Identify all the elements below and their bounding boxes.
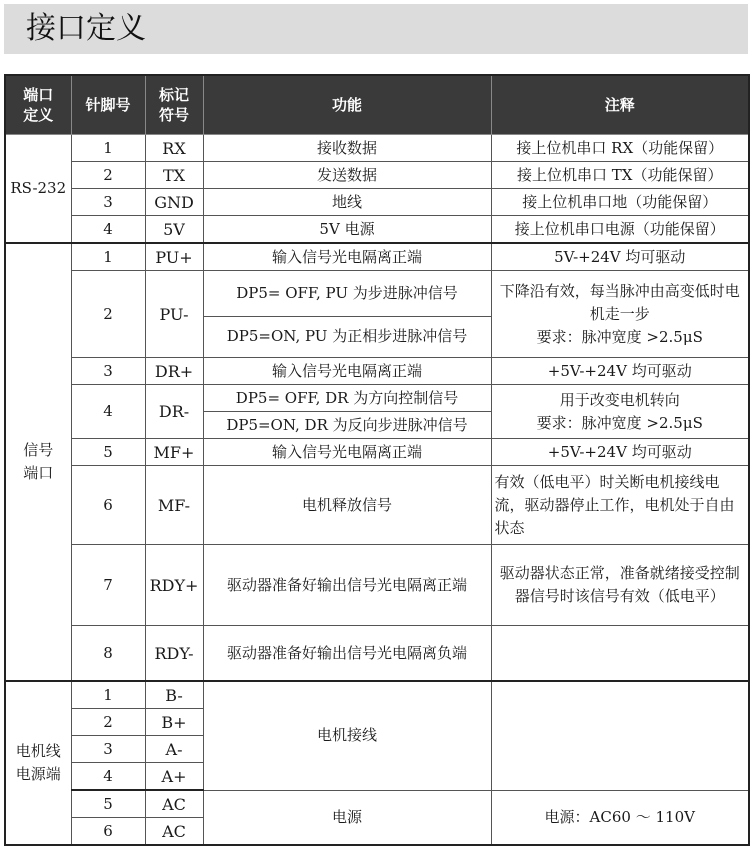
table-row: [5, 189, 749, 216]
page-title: 接口定义: [4, 4, 748, 54]
note-cell: +5V-+24V 均可驱动: [491, 439, 749, 466]
table-row: [5, 358, 749, 385]
table-row: [5, 626, 749, 682]
func-cell: 地线: [203, 189, 491, 216]
note-line: 下降沿有效，每当脉冲由高变低时电机走一步: [499, 281, 740, 323]
func-cell: 输入信号光电隔离正端: [203, 243, 491, 271]
pin-cell: 2: [71, 271, 145, 358]
note-cell: [491, 385, 749, 439]
pin-cell: 6: [71, 466, 145, 545]
mark-cell: 5V: [145, 216, 203, 244]
table-row: [5, 790, 749, 818]
pin-cell: 7: [71, 545, 145, 626]
func-cell: 5V 电源: [203, 216, 491, 244]
table-row: [5, 681, 749, 709]
note-line: 要求：脉冲宽度 >2.5μS: [536, 327, 703, 346]
mark-cell: A+: [145, 763, 203, 791]
mark-cell: RDY+: [145, 545, 203, 626]
mark-cell: PU+: [145, 243, 203, 271]
func-cell: DP5= OFF, PU 为步进脉冲信号: [203, 271, 491, 317]
pin-cell: 4: [71, 216, 145, 244]
header-mark-l2: 符号: [158, 106, 189, 124]
pin-cell: 2: [71, 162, 145, 189]
mark-cell: PU-: [145, 271, 203, 358]
note-cell: 电源：AC60 ～ 110V: [491, 790, 749, 845]
pin-cell: 2: [71, 709, 145, 736]
note-cell: 接上位机串口 RX（功能保留）: [491, 135, 749, 162]
note-cell: [491, 681, 749, 790]
table-row: [5, 439, 749, 466]
header-port: [5, 75, 71, 135]
note-line: 用于改变电机转向: [559, 390, 680, 409]
group-signal-l2: 端口: [23, 464, 54, 482]
pin-cell: 6: [71, 818, 145, 846]
header-mark-l1: 标记: [158, 86, 189, 104]
pin-cell: 3: [71, 358, 145, 385]
group-signal: [5, 243, 71, 681]
group-motor: [5, 681, 71, 845]
mark-cell: AC: [145, 790, 203, 818]
table-row: [5, 243, 749, 271]
note-cell: 接上位机串口电源（功能保留）: [491, 216, 749, 244]
note-cell: 接上位机串口 TX（功能保留）: [491, 162, 749, 189]
func-cell: 驱动器准备好输出信号光电隔离正端: [203, 545, 491, 626]
note-cell: 5V-+24V 均可驱动: [491, 243, 749, 271]
group-motor-l1: 电机线: [15, 742, 61, 760]
func-cell: 电机释放信号: [203, 466, 491, 545]
func-cell: DP5=ON, PU 为正相步进脉冲信号: [203, 316, 491, 357]
pin-cell: 8: [71, 626, 145, 682]
pin-cell: 3: [71, 189, 145, 216]
group-rs232: RS-232: [5, 135, 71, 244]
note-cell: 驱动器状态正常，准备就绪接受控制器信号时该信号有效（低电平）: [491, 545, 749, 626]
mark-cell: MF+: [145, 439, 203, 466]
pin-cell: 1: [71, 243, 145, 271]
header-note: 注释: [491, 75, 749, 135]
mark-cell: B+: [145, 709, 203, 736]
pin-cell: 4: [71, 385, 145, 439]
mark-cell: DR+: [145, 358, 203, 385]
func-cell: 输入信号光电隔离正端: [203, 439, 491, 466]
pin-cell: 5: [71, 439, 145, 466]
mark-cell: A-: [145, 736, 203, 763]
mark-cell: B-: [145, 681, 203, 709]
pin-cell: 4: [71, 763, 145, 791]
mark-cell: TX: [145, 162, 203, 189]
note-cell: 接上位机串口地（功能保留）: [491, 189, 749, 216]
mark-cell: RDY-: [145, 626, 203, 682]
header-mark: [145, 75, 203, 135]
note-cell: [491, 271, 749, 358]
table-row: [5, 216, 749, 244]
table-row: [5, 271, 749, 317]
mark-cell: AC: [145, 818, 203, 846]
pin-cell: 1: [71, 681, 145, 709]
note-line: 要求：脉冲宽度 >2.5μS: [536, 413, 703, 432]
header-port-l1: 端口: [23, 86, 54, 104]
func-cell: 接收数据: [203, 135, 491, 162]
note-cell: [491, 626, 749, 682]
func-cell: 发送数据: [203, 162, 491, 189]
func-cell: 电机接线: [203, 681, 491, 790]
header-pin: 针脚号: [71, 75, 145, 135]
mark-cell: DR-: [145, 385, 203, 439]
pin-cell: 1: [71, 135, 145, 162]
header-func: 功能: [203, 75, 491, 135]
table-row: [5, 135, 749, 162]
func-cell: 驱动器准备好输出信号光电隔离负端: [203, 626, 491, 682]
pin-cell: 5: [71, 790, 145, 818]
mark-cell: MF-: [145, 466, 203, 545]
func-cell: 电源: [203, 790, 491, 845]
func-cell: DP5= OFF, DR 为方向控制信号: [203, 385, 491, 412]
interface-table: [4, 74, 750, 846]
group-motor-l2: 电源端: [15, 765, 61, 783]
table-row: [5, 385, 749, 412]
func-cell: 输入信号光电隔离正端: [203, 358, 491, 385]
pin-cell: 3: [71, 736, 145, 763]
header-row: [5, 75, 749, 135]
func-cell: DP5=ON, DR 为反向步进脉冲信号: [203, 412, 491, 439]
note-cell: 有效（低电平）时关断电机接线电流，驱动器停止工作，电机处于自由状态: [491, 466, 749, 545]
header-port-l2: 定义: [23, 106, 54, 124]
table-row: [5, 162, 749, 189]
mark-cell: RX: [145, 135, 203, 162]
group-signal-l1: 信号: [23, 441, 54, 459]
mark-cell: GND: [145, 189, 203, 216]
note-cell: +5V-+24V 均可驱动: [491, 358, 749, 385]
